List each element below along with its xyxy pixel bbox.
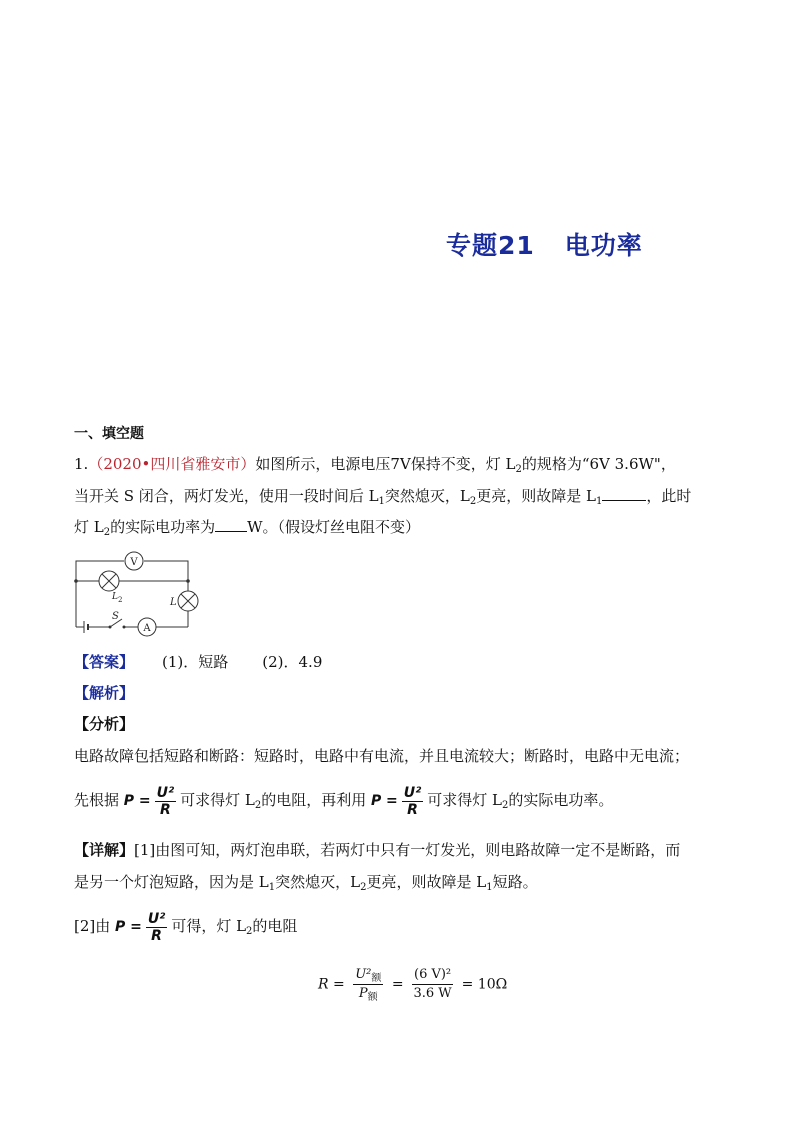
- question-text: 突然熄灭，L: [384, 487, 470, 505]
- fenxi-line-2: [74, 780, 613, 821]
- formula-result: = 10Ω: [461, 976, 508, 993]
- detail-line-1: [74, 840, 680, 860]
- detail-text: 短路。: [492, 873, 538, 891]
- detail-text: 是另一个灯泡短路，因为是 L: [74, 873, 269, 891]
- detail-tag: 【详解】: [74, 841, 135, 859]
- junction-dot: [186, 579, 190, 583]
- question-text: W。（假设灯丝电阻不变）: [247, 518, 421, 536]
- fraction-numerator: U²: [147, 910, 166, 927]
- lamp-l2-label: L: [112, 592, 118, 602]
- answer-blank-1[interactable]: [602, 486, 646, 501]
- question-1-line-3: [74, 517, 420, 537]
- equals-sign: =: [130, 919, 142, 935]
- answer-blank-2[interactable]: [215, 517, 247, 532]
- analysis-text: 先根据: [74, 791, 120, 809]
- subscript: 额: [367, 992, 378, 1003]
- question-text: 灯 L: [74, 518, 104, 536]
- fraction-u2-over-r: [155, 785, 177, 818]
- fraction-denominator: [353, 985, 383, 1003]
- ammeter-label: A: [143, 623, 151, 634]
- wire: [76, 561, 124, 581]
- answer-line: [74, 652, 322, 672]
- fraction-numerator: U²: [403, 784, 422, 801]
- numerator-symbol: U²: [355, 967, 372, 982]
- detail-line-3: [74, 906, 297, 947]
- subscript: 2: [502, 800, 509, 811]
- question-1-line-2: [74, 486, 691, 506]
- title-topic: 电功率: [564, 231, 643, 260]
- switch-contact: [109, 626, 112, 629]
- resistance-formula: [318, 966, 507, 1003]
- detail-text: 突然熄灭，L: [275, 873, 361, 891]
- subscript: 额: [371, 973, 382, 984]
- equals-sign: =: [386, 793, 398, 809]
- fraction-u-over-p: [353, 966, 383, 1003]
- section-heading: 一、填空题: [74, 426, 144, 442]
- subscript: 2: [246, 926, 253, 937]
- answer-1: (1)．短路: [162, 653, 229, 671]
- question-text: ，此时: [646, 487, 692, 505]
- power-symbol: P: [123, 793, 135, 809]
- fraction-u2-over-r: [402, 785, 424, 818]
- detail-text: [2]由: [74, 917, 111, 935]
- detail-text: 可得，灯 L: [171, 917, 247, 935]
- detail-line-2: [74, 872, 538, 892]
- equals-sign: =: [138, 793, 151, 809]
- fraction-numerator: [353, 966, 383, 985]
- detail-text: 更亮，则故障是 L: [366, 873, 487, 891]
- voltmeter-label: V: [130, 557, 138, 568]
- page-title: [446, 226, 643, 262]
- analysis-text: 可求得灯 L: [180, 791, 255, 809]
- detail-text: 的电阻: [252, 917, 298, 935]
- denominator-symbol: P: [358, 986, 368, 1001]
- fenxi-line-1: 电路故障包括短路和断路：短路时，电路中有电流，并且电流较大；断路时，电路中无电流；: [74, 747, 690, 765]
- question-text: 的规格为“6V 3.6W"，: [521, 455, 676, 473]
- power-symbol: P: [370, 793, 382, 809]
- power-symbol: P: [115, 919, 126, 935]
- question-number: 1.: [74, 455, 89, 473]
- question-1-line-1: [74, 454, 676, 474]
- fraction-values: [412, 966, 453, 1003]
- analysis-text: 可求得灯 L: [427, 791, 502, 809]
- fraction-denominator: R: [151, 927, 162, 944]
- detail-text: [1]由图可知，两灯泡串联，若两灯中只有一灯发光，则电路故障一定不是断路，而: [134, 841, 681, 859]
- lamp-l1-label: L: [170, 597, 177, 608]
- subscript: 2: [103, 527, 111, 538]
- subscript: 1: [378, 496, 385, 507]
- equals-sign: =: [391, 976, 404, 993]
- subscript: 1: [596, 496, 603, 507]
- fraction-u2-over-r: [146, 911, 168, 944]
- question-text: 当开关 S 闭合，两灯发光，使用一段时间后 L: [74, 487, 379, 505]
- circuit-diagram: [72, 547, 206, 639]
- analysis-text: 的实际电功率。: [508, 791, 614, 809]
- equals-sign: =: [333, 976, 345, 993]
- subscript: 1: [268, 882, 276, 893]
- fraction-denominator: R: [159, 801, 171, 818]
- junction-dot: [74, 579, 78, 583]
- question-source: （2020•四川省雅安市）: [88, 455, 256, 473]
- switch-label: S: [112, 611, 119, 622]
- analysis-tag: 【解析】: [74, 684, 135, 702]
- question-text: 如图所示，电源电压7V保持不变，灯 L: [255, 455, 516, 473]
- fraction-numerator: (6 V)²: [412, 966, 453, 985]
- fraction-denominator: 3.6 W: [413, 986, 452, 1001]
- fenxi-tag: 【分析】: [74, 715, 135, 733]
- fraction-denominator: R: [407, 801, 418, 818]
- subscript: 2: [515, 464, 522, 475]
- subscript: 2: [254, 800, 262, 811]
- answer-2: (2)．4.9: [262, 653, 323, 671]
- fraction-numerator: U²: [156, 784, 175, 801]
- wire: [144, 561, 188, 581]
- subscript: 2: [360, 882, 367, 893]
- question-text: 更亮，则故障是 L: [476, 487, 596, 505]
- analysis-text: 的电阻，再利用: [261, 791, 367, 809]
- subscript: 1: [486, 882, 493, 893]
- subscript: 2: [469, 496, 477, 507]
- title-number: 专题21: [446, 231, 535, 260]
- question-text: 的实际电功率为: [110, 518, 216, 536]
- answer-tag: 【答案】: [74, 653, 135, 671]
- switch-contact: [123, 626, 126, 629]
- lamp-l2-subscript: 2: [118, 596, 123, 604]
- resistance-symbol: R: [318, 976, 329, 993]
